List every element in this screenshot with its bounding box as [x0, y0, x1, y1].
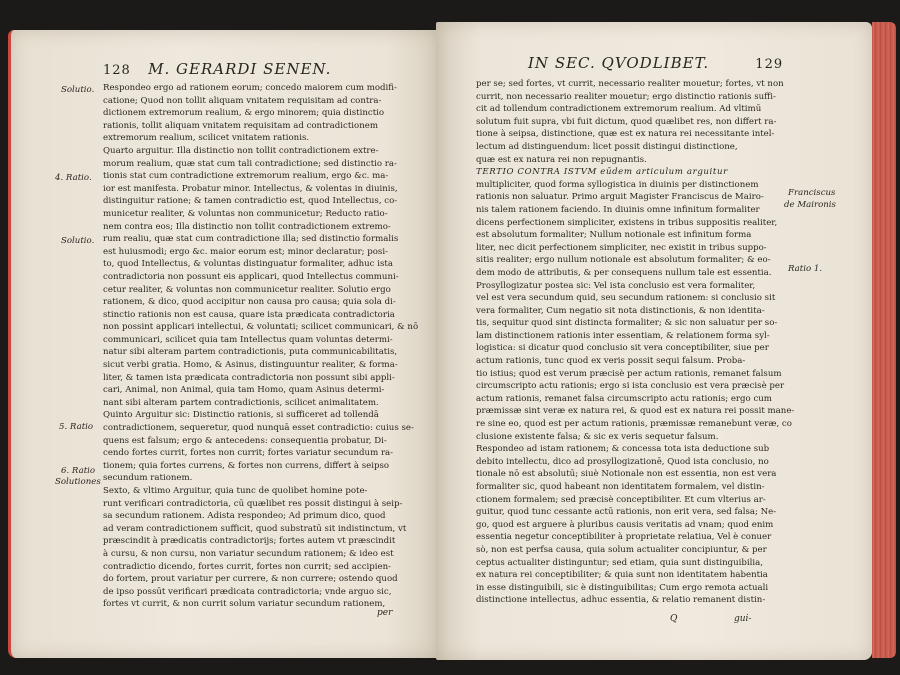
right-running-title: IN SEC. QVODLIBET.	[528, 54, 710, 72]
right-signature-mark: Q	[670, 614, 678, 624]
right-text-line: cit ad tollendum contradictionem extremorum realium. Ad vltimū	[476, 104, 762, 115]
right-text-line: TERTIO CONTRA ISTVM eūdem articulum arguitur	[476, 167, 728, 178]
right-text-line: solutum fuit supra, vbi fuit dictum, quod quælibet res, non differt ra-	[476, 116, 777, 127]
left-text-line: distinguitur ratione; & tamen contradictio est, quod Intellectus, co-	[103, 196, 398, 207]
margin-note-de-maironis: de Maironis	[784, 200, 836, 210]
left-text-line: rationis, tollit aliquam vnitatem requisitam ad contradictionem	[103, 120, 378, 131]
left-text-line: morum realium, quæ stat cum tali contradictione; sed distinctio ra-	[103, 158, 397, 169]
left-text-line: stinctio rationis non est causa, quare ista prædicata contradictoria	[103, 309, 395, 320]
margin-note-solutio-2: Solutio.	[61, 236, 95, 246]
left-text-line: ior est manifesta. Probatur minor. Intellectus, & volentas in diuinis,	[103, 183, 398, 194]
left-text-line: sicut verbi gratia. Homo, & Asinus, distinguuntur realiter, & forma-	[103, 360, 398, 371]
right-catchword: gui-	[734, 614, 752, 624]
right-page	[436, 22, 872, 660]
right-text-line: per se; sed fortes, vt currit, necessario realiter mouetur; fortes, vt non	[476, 79, 784, 89]
right-text-column	[476, 78, 794, 607]
left-text-line: catione; Quod non tollit aliquam vnitatem requisitam ad contra-	[103, 95, 382, 106]
left-text-line: Quarto arguitur. Illa distinctio non tollit contradictionem extre-	[103, 145, 379, 156]
right-text-line: logistica: si dicatur quod conclusio sit vera conceptibiliter, siue per	[476, 343, 769, 354]
right-text-line: in esse distinguibili, sic è distinguibilitas; Cum ergo remota actuali	[476, 582, 769, 593]
left-text-line: quens est falsum; ergo & antecedens: consequentia probatur, Di-	[103, 435, 387, 446]
right-text-line: ceptus actualiter distinguntur; sed etiam, quia sunt distinguibilia,	[476, 557, 763, 568]
left-text-line: contradictionem, sequeretur, quod nunquā esset contradictio: cuius se-	[103, 423, 414, 434]
right-text-line: distinctione intellectus, adhuc essentia, & relatio remanent distin-	[476, 595, 766, 606]
right-text-line: lam distinctionem rationis inter essentiam, & relationem forma syl-	[476, 330, 770, 341]
right-text-line: rationis non saluatur. Primo arguit Magister Franciscus de Mairo-	[476, 192, 764, 203]
right-text-line: circumscripto actu rationis; ergo si ista conclusio est vera præcisè per	[476, 381, 785, 392]
left-text-line: de ipso possūt verificari prædicata contradictoria; vnde arguo sic,	[103, 586, 392, 597]
left-text-line: cendo fortes currit, fortes non currit; fortes variatur secundum ra-	[103, 448, 394, 459]
right-text-line: tis, sequitur quod sint distincta formaliter; & sic non saluatur per so-	[476, 318, 778, 329]
left-running-title: M. GERARDI SENEN.	[148, 60, 332, 78]
left-text-line: sa secundum rationem. Adista respondeo; Ad primum dico, quod	[103, 511, 386, 522]
margin-note-ratio-4: 4. Ratio.	[55, 173, 92, 183]
right-text-line: currit, non necessario realiter mouetur; ergo distinctio rationis suffi-	[476, 91, 776, 102]
right-text-line: liter, nec dicit perfectionem simpliciter, nec existit in tribus suppo-	[476, 242, 767, 253]
left-text-line: Respondeo ergo ad rationem eorum; concedo maiorem cum modifi-	[103, 83, 397, 93]
left-text-line: non possint applicari intellectui, & voluntati; scilicet communicari, & nō	[103, 322, 419, 333]
right-text-line: lectum ad distinguendum: licet possit distingui distinctione,	[476, 141, 738, 152]
left-text-line: Sexto, & vltimo Arguitur, quia tunc de quolibet homine pote-	[103, 486, 368, 496]
right-text-line: tio istius; quod est verum præcisè per actum rationis, remanet falsum	[476, 368, 782, 379]
left-text-line: Quinto Arguitur sic: Distinctio rationis, si sufficeret ad tollendā	[103, 410, 379, 421]
right-page-number: 129	[755, 57, 784, 72]
left-text-line: rationem, & dico, quod accipitur non causa pro causa; quia sola di-	[103, 297, 396, 308]
right-text-line: essentia negetur conceptibiliter à proprietate relatiua, Vel è conuer	[476, 532, 772, 543]
left-text-line: dictionem extremorum realium, & ergo minorem; quia distinctio	[103, 108, 385, 119]
right-text-line: debito intellectu, dico ad prosyllogizationē, Quod ista conclusio, no	[476, 456, 769, 467]
left-text-line: runt verificari contradictoria, cū quælibet res possit distingui à seip-	[103, 498, 403, 509]
right-text-line: nis talem rationem faciendo. In diuinis omne infinitum formaliter	[476, 204, 760, 215]
left-text-line: liter, & tamen ista prædicata contradictoria non possunt sibi appli-	[103, 372, 395, 383]
right-text-line: actum rationis, tunc quod ex veris possit sequi falsum. Proba-	[476, 356, 746, 367]
right-text-line: præmissæ sint veræ ex natura rei, & quod est ex natura rei possit mane-	[476, 406, 795, 417]
right-text-line: quæ est ex natura rei non repugnantis.	[476, 154, 647, 165]
left-text-line: tionis stat cum contradictione extremorum realium, ergo &c. ma-	[103, 171, 389, 182]
left-text-line: cari, Animal, non Animal, quia tam Homo, quam Asinus determi-	[103, 385, 385, 396]
left-text-line: natur sibi alteram partem contradictionis, puta communicabilitatis,	[103, 347, 398, 358]
left-text-line: fortes vt currit, & non currit solum variatur secundum rationem,	[103, 599, 386, 610]
right-text-line: Respondeo ad istam rationem; & concessa tota ista deductione sub	[476, 444, 770, 455]
right-text-line: Prosyllogizatur postea sic: Vel ista conclusio est vera formaliter,	[476, 280, 756, 291]
left-running-head	[103, 60, 331, 78]
left-text-line: municetur realiter, & voluntas non communicetur; Reducto ratio-	[103, 208, 388, 219]
left-text-line: est huiusmodi; ergo &c. maior eorum est; minor declaratur; posi-	[103, 246, 388, 257]
left-catchword: per	[377, 608, 393, 618]
right-text-line: guitur, quod tunc cessante actū rationis, non erit vera, sed falsa; Ne-	[476, 507, 777, 518]
left-page	[8, 30, 439, 658]
right-text-line: go, quod est arguere à pluribus causis veritatis ad vnam; quod enim	[476, 519, 774, 530]
right-text-line: sitis realiter; ergo nullum notionale est absolutum formaliter; & eo-	[476, 255, 771, 266]
left-text-line: extremorum realium, scilicet vnitatem rationis.	[103, 133, 310, 144]
right-text-line: ex natura rei conceptibiliter; & quia sunt non identitatem habentia	[476, 570, 768, 581]
right-text-line: tionale nō est absolutū; siuè Notionale non est essentia, non est vera	[476, 469, 777, 480]
right-text-line: actum rationis, remanet falsa circumscripto actu rationis; ergo cum	[476, 393, 772, 404]
right-text-line: dicens perfectionem simpliciter, existens in tribus suppositis realiter,	[476, 217, 778, 228]
margin-note-solutio-1: Solutio.	[61, 85, 95, 95]
left-page-number: 128	[103, 63, 131, 78]
margin-note-solutiones: Solutiones	[55, 477, 101, 487]
right-text-line: tione à seipsa, distinctione, quæ est ex natura rei necessitante intel-	[476, 129, 775, 140]
margin-note-ratio-1: Ratio 1.	[788, 264, 823, 274]
left-text-line: contradictoria non possunt eis applicari, quod Intellectus communi-	[103, 271, 399, 282]
page-edges	[872, 22, 896, 658]
right-text-line: dem modo de attributis, & per consequens nullum tale est essentia.	[476, 267, 772, 278]
left-text-line: secundum rationem.	[103, 473, 193, 484]
right-text-line: multipliciter, quod forma syllogistica in diuinis per distinctionem	[476, 179, 759, 190]
left-text-line: præscindit à prædicatis contradictorijs; fortes autem vt præscindit	[103, 536, 396, 547]
right-text-line: vel est vera secundum quid, seu secundum rationem: si conclusio sit	[476, 293, 776, 304]
right-text-line: ctionem formalem; sed præcisè conceptibiliter. Et cum vlterius ar-	[476, 494, 766, 505]
right-text-line: formaliter sic, quod habeant non identitatem formalem, vel distin-	[476, 482, 765, 492]
right-text-line: est absolutum formaliter; Nullum notionale est infinitum forma	[476, 230, 752, 241]
left-text-line: nem contra eos; Illa distinctio non tollit contradictionem extremo-	[103, 221, 391, 232]
left-text-column	[103, 82, 418, 611]
left-text-line: to, quod Intellectus, & voluntas distinguatur formaliter, adhuc ista	[103, 259, 393, 270]
right-text-line: re sine eo, quod est per actum rationis, præmissæ remanebunt veræ, co	[476, 419, 792, 430]
right-text-line: vera formaliter, Cum negatio sit nota distinctionis, & non identita-	[476, 305, 765, 316]
margin-note-franciscus: Franciscus	[788, 188, 836, 198]
left-text-line: contradictio dicendo, fortes currit, fortes non currit; sed accipien-	[103, 561, 392, 572]
left-text-line: nant sibi alteram partem contradictionis, scilicet animalitatem.	[103, 397, 379, 408]
left-text-line: do fortem, prout variatur per currere, & non currere; ostendo quod	[103, 574, 398, 585]
right-text-line: clusione existente falsa; & sic ex veris sequetur falsum.	[476, 431, 719, 442]
left-text-line: cetur realiter, & voluntas non communicetur realiter. Solutio ergo	[103, 284, 391, 295]
margin-note-ratio-6: 6. Ratio	[61, 466, 96, 476]
left-text-line: tionem; quia fortes currens, & fortes non currens, differt à seipso	[103, 460, 390, 471]
left-text-line: communicari, scilicet quia tam Intellectus quam voluntas determi-	[103, 334, 393, 345]
left-text-line: à cursu, & non cursu, non variatur secundum rationem; & ideo est	[103, 548, 394, 559]
margin-note-ratio-5: 5. Ratio	[59, 422, 94, 432]
left-text-line: rum realiu, quæ stat cum contradictione illa; sed distinctio formalis	[103, 234, 399, 245]
right-text-line: sò, non est perfsa causa, quia solum actualiter concipiuntur, & per	[476, 544, 767, 555]
left-text-line: ad veram contradictionem sufficit, quod substratū sit indistinctum, vt	[103, 523, 407, 534]
right-running-head	[528, 54, 783, 72]
